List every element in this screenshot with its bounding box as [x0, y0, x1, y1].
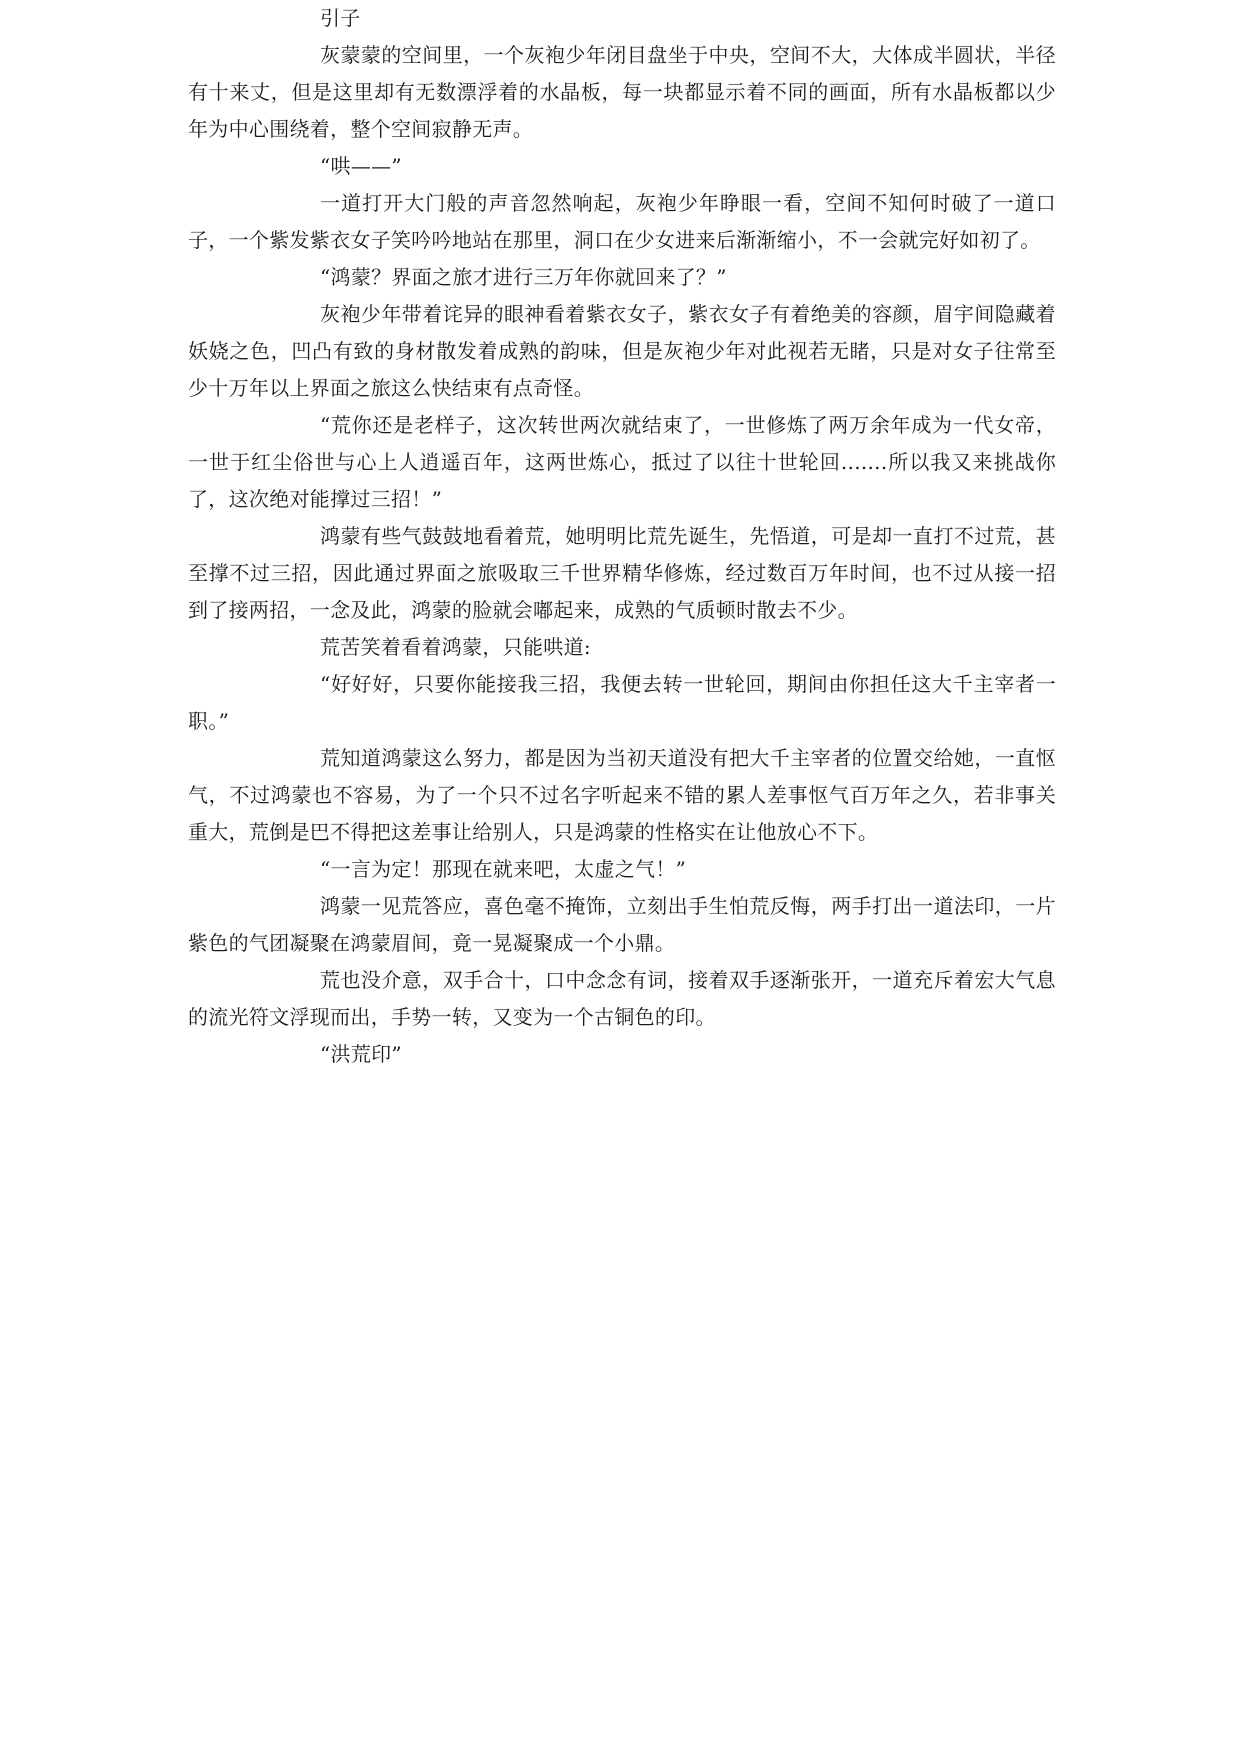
paragraph: “洪荒印”	[320, 1042, 402, 1066]
paragraph: “鸿蒙？界面之旅才进行三万年你就回来了？”	[320, 265, 727, 289]
paragraph: 鸿蒙一见荒答应，喜色毫不掩饰，立刻出手生怕荒反悔，两手打出一道法印，一片紫色的气团凝聚在鸿蒙眉间，竟一晃凝聚成一个小鼎。	[188, 894, 1056, 955]
paragraph: “一言为定！那现在就来吧，太虚之气！”	[320, 857, 687, 881]
chapter-heading: 引子	[320, 6, 361, 30]
paragraph: “好好好，只要你能接我三招，我便去转一世轮回，期间由你担任这大千主宰者一职。”	[188, 672, 1056, 733]
paragraph: “哄——”	[320, 154, 402, 178]
document-body	[188, 0, 1056, 1073]
paragraph: 荒知道鸿蒙这么努力，都是因为当初天道没有把大千主宰者的位置交给她，一直怄气，不过鸿蒙也不容易，为了一个只不过名字听起来不错的累人差事怄气百万年之久，若非事关重大，荒倒是巴不得把这差事让给别人，只是鸿蒙的性格实在让他放心不下。	[188, 746, 1056, 844]
paragraph: 一道打开大门般的声音忽然响起，灰袍少年睁眼一看，空间不知何时破了一道口子，一个紫发紫衣女子笑吟吟地站在那里，洞口在少女进来后渐渐缩小，不一会就完好如初了。	[188, 191, 1056, 252]
paragraph: 荒苦笑着看着鸿蒙，只能哄道:	[320, 635, 591, 659]
paragraph: 荒也没介意，双手合十，口中念念有词，接着双手逐渐张开，一道充斥着宏大气息的流光符文浮现而出，手势一转，又变为一个古铜色的印。	[188, 968, 1056, 1029]
paragraph: “荒你还是老样子，这次转世两次就结束了，一世修炼了两万余年成为一代女帝，一世于红尘俗世与心上人逍遥百年，这两世炼心，抵过了以往十世轮回.......所以我又来挑战你了，这次绝对能撑过三招！”	[188, 413, 1056, 511]
paragraph: 灰蒙蒙的空间里，一个灰袍少年闭目盘坐于中央，空间不大，大体成半圆状，半径有十来丈，但是这里却有无数漂浮着的水晶板，每一块都显示着不同的画面，所有水晶板都以少年为中心围绕着，整个空间寂静无声。	[188, 43, 1056, 141]
paragraph: 鸿蒙有些气鼓鼓地看着荒，她明明比荒先诞生，先悟道，可是却一直打不过荒，甚至撑不过三招，因此通过界面之旅吸取三千世界精华修炼，经过数百万年时间，也不过从接一招到了接两招，一念及此，鸿蒙的脸就会嘟起来，成熟的气质顿时散去不少。	[188, 524, 1056, 622]
paragraph: 灰袍少年带着诧异的眼神看着紫衣女子，紫衣女子有着绝美的容颜，眉宇间隐藏着妖娆之色，凹凸有致的身材散发着成熟的韵味，但是灰袍少年对此视若无睹，只是对女子往常至少十万年以上界面之旅这么快结束有点奇怪。	[188, 302, 1056, 400]
